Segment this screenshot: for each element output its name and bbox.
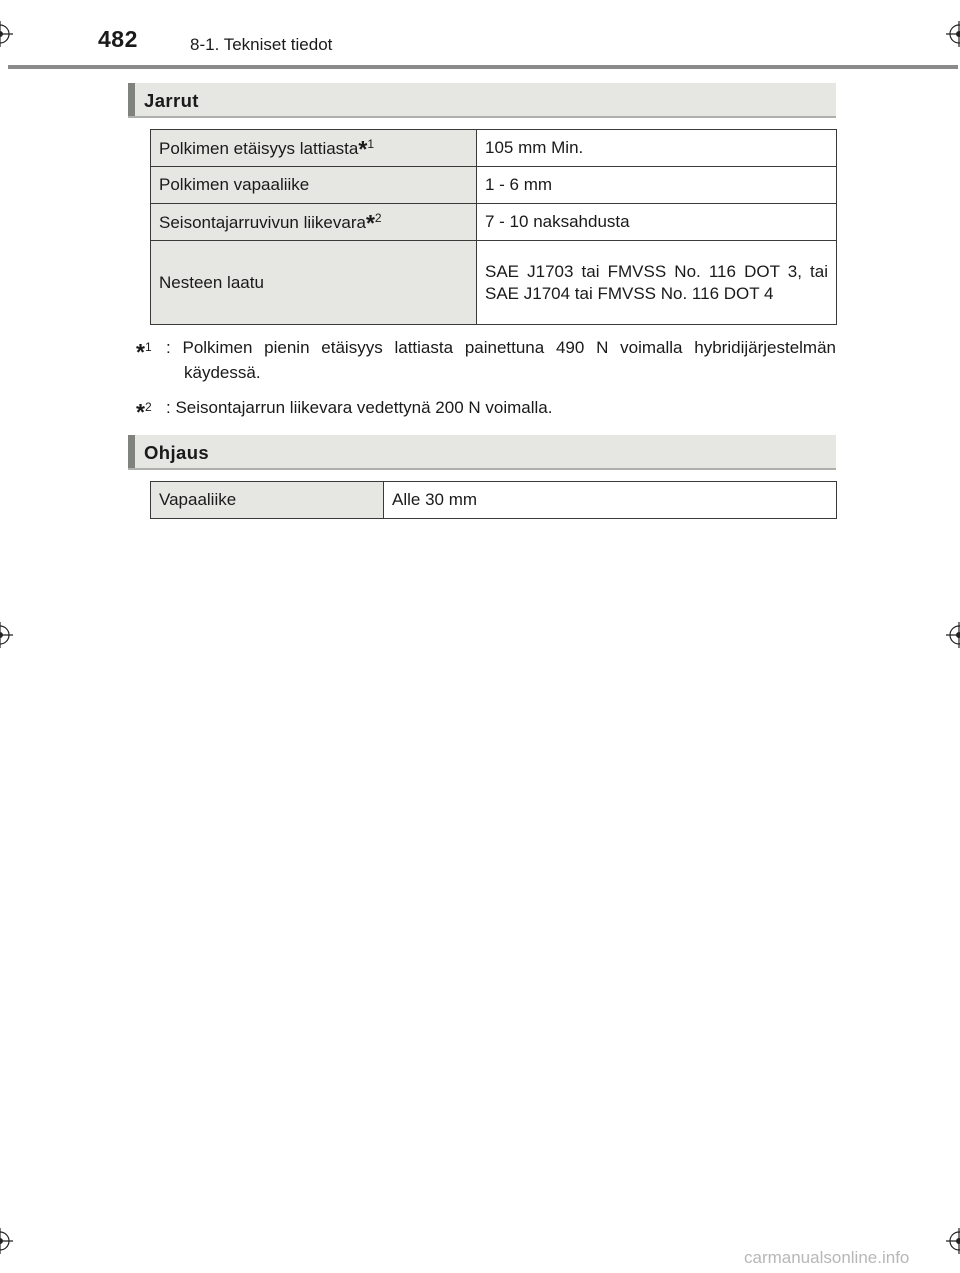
heading-accent-bar	[128, 83, 135, 116]
footnote-text: : Polkimen pienin etäisyys lattiasta painettuna 490 N voimalla hybridijärjestelmän käydessä.	[166, 338, 836, 382]
table-row	[151, 204, 837, 241]
heading-accent-bar	[128, 435, 135, 468]
registration-mark-icon	[946, 1228, 960, 1254]
table-row	[151, 241, 837, 325]
header-divider	[8, 65, 958, 69]
table-row	[151, 167, 837, 204]
footnote-asterisk: *	[358, 136, 368, 162]
section-title: 8-1. Tekniset tiedot	[190, 35, 333, 54]
registration-mark-icon	[0, 1228, 13, 1254]
spec-value: 1 - 6 mm	[477, 167, 837, 204]
steering-heading-title: Ohjaus	[144, 442, 210, 463]
spec-label: Polkimen etäisyys lattiasta*$^1$	[151, 130, 477, 167]
spec-label: Seisontajarruvivun liikevara*$^2$	[151, 204, 477, 241]
footnote-marker: *$^2$	[136, 399, 152, 425]
spec-value: 7 - 10 naksahdusta	[477, 204, 837, 241]
spec-value: 105 mm Min.	[477, 130, 837, 167]
footnote-ref: 2	[374, 211, 382, 225]
brakes-spec-table	[150, 129, 837, 325]
table-row	[151, 482, 837, 519]
page-number: 482	[98, 26, 138, 52]
steering-heading	[128, 435, 836, 470]
spec-value: Alle 30 mm	[384, 482, 837, 519]
registration-mark-icon	[946, 21, 960, 47]
steering-spec-table	[150, 481, 837, 519]
footnote-ref: 1	[367, 137, 375, 151]
spec-label: Polkimen vapaaliike	[151, 167, 477, 204]
watermark: carmanualsonline.info	[744, 1248, 910, 1267]
footnote-marker: *$^1$	[136, 339, 152, 365]
table-row	[151, 130, 837, 167]
registration-mark-icon	[0, 622, 13, 648]
brakes-heading	[128, 83, 836, 118]
registration-mark-icon	[0, 21, 13, 47]
registration-mark-icon	[946, 622, 960, 648]
spec-label: Vapaaliike	[151, 482, 384, 519]
footnote-1	[136, 335, 836, 385]
spec-value: SAE J1703 tai FMVSS No. 116 DOT 3, tai SAE J1704 tai FMVSS No. 116 DOT 4	[477, 241, 837, 325]
footnote-asterisk: *	[365, 210, 375, 236]
spec-label: Nesteen laatu	[151, 241, 477, 325]
footnote-text: : Seisontajarrun liikevara vedettynä 200 N voimalla.	[166, 398, 553, 417]
brakes-heading-title: Jarrut	[144, 90, 199, 111]
footnote-2	[136, 395, 836, 425]
